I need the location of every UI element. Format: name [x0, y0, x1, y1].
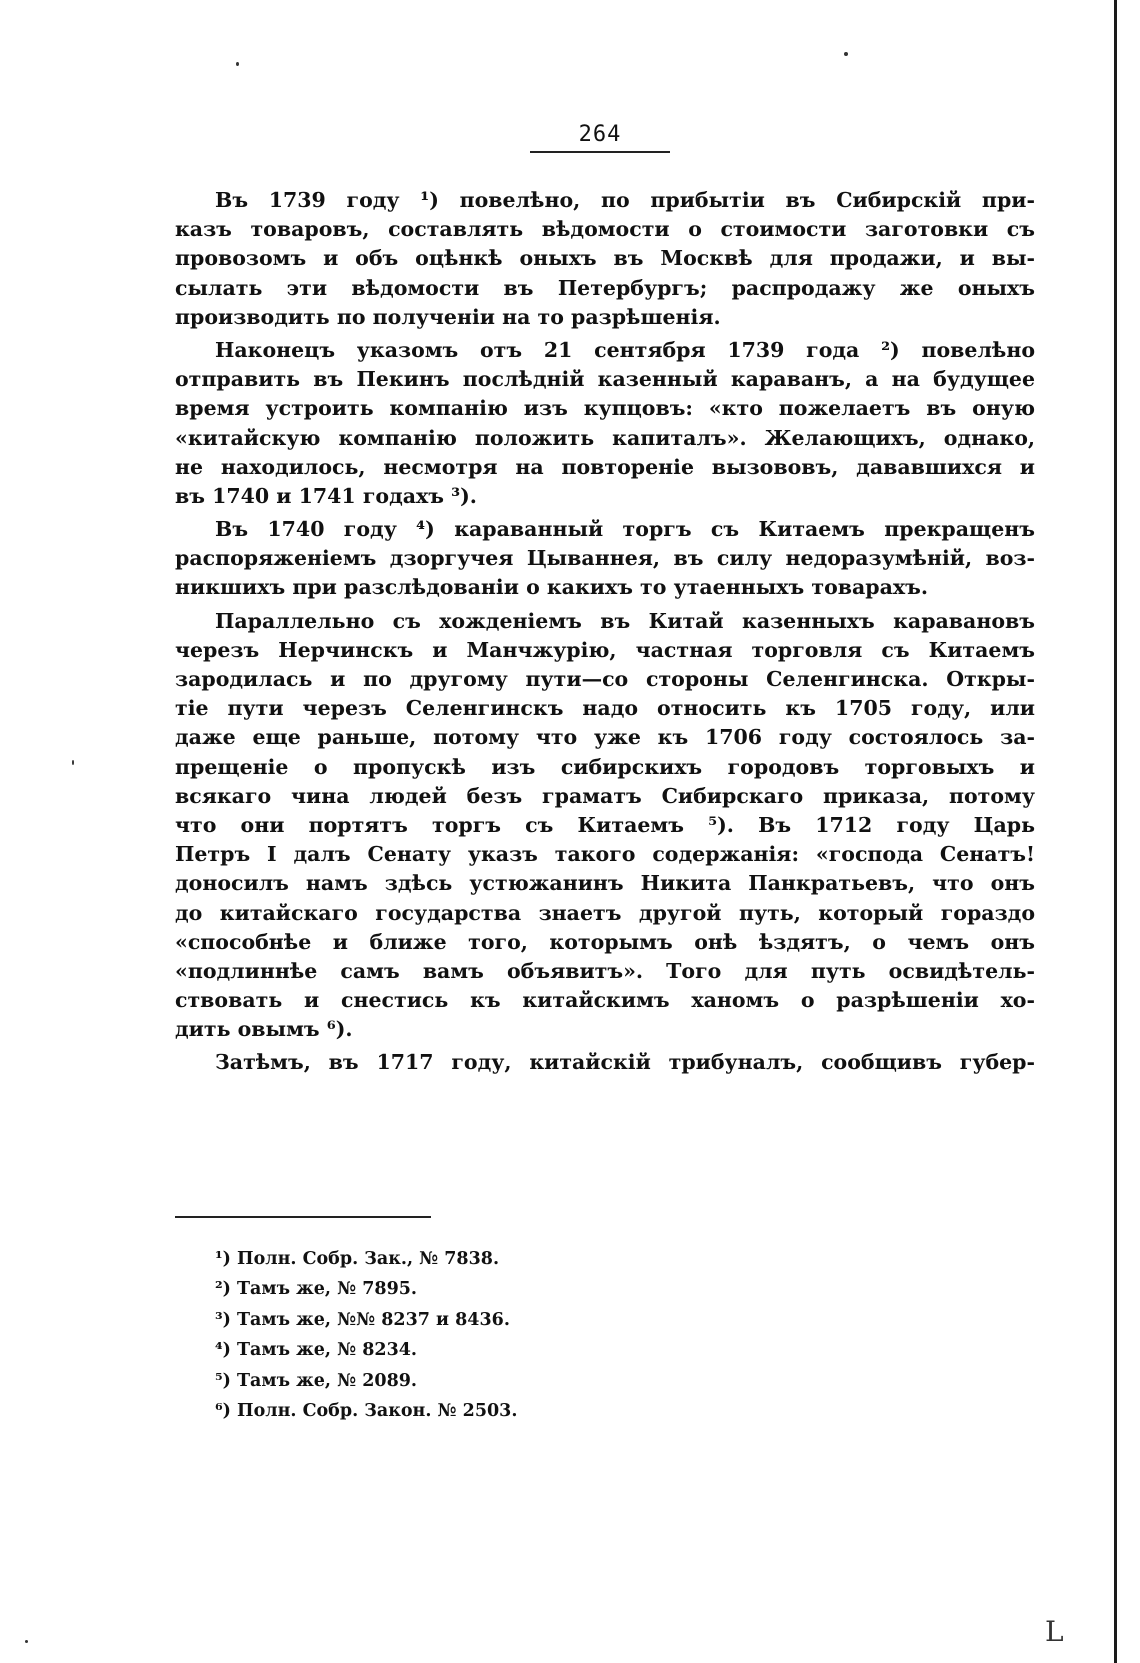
text-line: «китайскую компанію положить капиталъ». Желающихъ, однако, — [175, 425, 1035, 450]
text-line: «подлиннѣе самъ вамъ объявитъ». Того для путь освидѣтель- — [175, 958, 1035, 983]
footnotes — [215, 1244, 815, 1426]
text-line: время устроить компанію изъ купцовъ: «кто пожелаетъ въ оную — [175, 396, 1035, 421]
main-text — [175, 186, 1035, 1078]
text-line: отправить въ Пекинъ послѣдній казенный караванъ, а на будущее — [175, 367, 1035, 392]
text-line: всякаго чина людей безъ граматъ Сибирскаго приказа, потому — [175, 783, 1035, 808]
text-line: Параллельно съ хожденіемъ въ Китай казенныхъ каравановъ — [215, 608, 1035, 633]
text-line: производить по полученіи на то разрѣшенія. — [175, 304, 721, 329]
text-line: зародилась и по другому пути—со стороны Селенгинска. Откры- — [175, 667, 1035, 691]
text-line: Петръ I далъ Сенату указъ такого содержанія: «господа Сенатъ! — [175, 842, 1035, 867]
footnote: ⁶) Полн. Собр. Закон. № 2503. — [215, 1400, 518, 1421]
text-line: тіе пути черезъ Селенгинскъ надо относить къ 1705 году, или — [175, 696, 1035, 721]
text-line: никшихъ при разслѣдованіи о какихъ то утаенныхъ товарахъ. — [175, 575, 928, 600]
footnote: ³) Тамъ же, №№ 8237 и 8436. — [215, 1309, 510, 1330]
text-line: распоряженіемъ дзоргучея Цываннея, въ силу недоразумѣній, воз- — [175, 546, 1035, 571]
text-line: сылать эти вѣдомости въ Петербургъ; распродажу же оныхъ — [175, 275, 1035, 300]
corner-mark: L — [1045, 1615, 1064, 1648]
text-line: дить овымъ ⁶). — [175, 1017, 353, 1042]
footnote-separator — [175, 1216, 431, 1218]
text-line: Наконецъ указомъ отъ 21 сентября 1739 года ²) повелѣно — [215, 337, 1035, 362]
page-edge-rule — [1114, 0, 1117, 1663]
text-line: до китайскаго государства знаетъ другой путь, который гораздо — [175, 900, 1035, 925]
scan-speck — [72, 760, 74, 765]
text-line: казъ товаровъ, составлять вѣдомости о стоимости заготовки съ — [175, 217, 1035, 242]
text-line: прещеніе о пропускѣ изъ сибирскихъ городовъ торговыхъ и — [175, 754, 1035, 779]
text-line: Затѣмъ, въ 1717 году, китайскій трибуналъ, сообщивъ губер- — [215, 1050, 1035, 1075]
text-line: черезъ Нерчинскъ и Манчжурію, частная торговля съ Китаемъ — [175, 637, 1035, 662]
text-line: доносилъ намъ здѣсь устюжанинъ Никита Панкратьевъ, что онъ — [175, 871, 1035, 896]
text-line: «способнѣе и ближе того, которымъ онѣ ѣздятъ, о чемъ онъ — [175, 929, 1035, 954]
text-line: въ 1740 и 1741 годахъ ³). — [175, 483, 477, 508]
scan-speck — [844, 52, 848, 56]
footnote: ⁴) Тамъ же, № 8234. — [215, 1340, 418, 1361]
page-number: 264 — [530, 122, 670, 153]
footnote: ⁵) Тамъ же, № 2089. — [215, 1370, 418, 1391]
text-line: провозомъ и объ оцѣнкѣ оныхъ въ Москвѣ для продажи, и вы- — [175, 246, 1035, 271]
scan-speck — [236, 62, 239, 66]
text-line: Въ 1740 году ⁴) караванный торгъ съ Китаемъ прекращенъ — [215, 517, 1035, 542]
text-line: не находилось, несмотря на повтореніе вызововъ, дававшихся и — [175, 454, 1035, 479]
text-line: даже еще раньше, потому что уже къ 1706 году состоялось за- — [175, 725, 1035, 750]
text-line: Въ 1739 году ¹) повелѣно, по прибытіи въ Сибирскій при- — [215, 188, 1035, 212]
footnote: ¹) Полн. Собр. Зак., № 7838. — [215, 1249, 500, 1269]
text-line: что они портятъ торгъ съ Китаемъ ⁵). Въ 1712 году Царь — [175, 812, 1035, 837]
footnote: ²) Тамъ же, № 7895. — [215, 1279, 418, 1300]
scan-speck — [25, 1640, 28, 1643]
text-line: ствовать и снестись къ китайскимъ ханомъ о разрѣшеніи хо- — [175, 988, 1035, 1013]
